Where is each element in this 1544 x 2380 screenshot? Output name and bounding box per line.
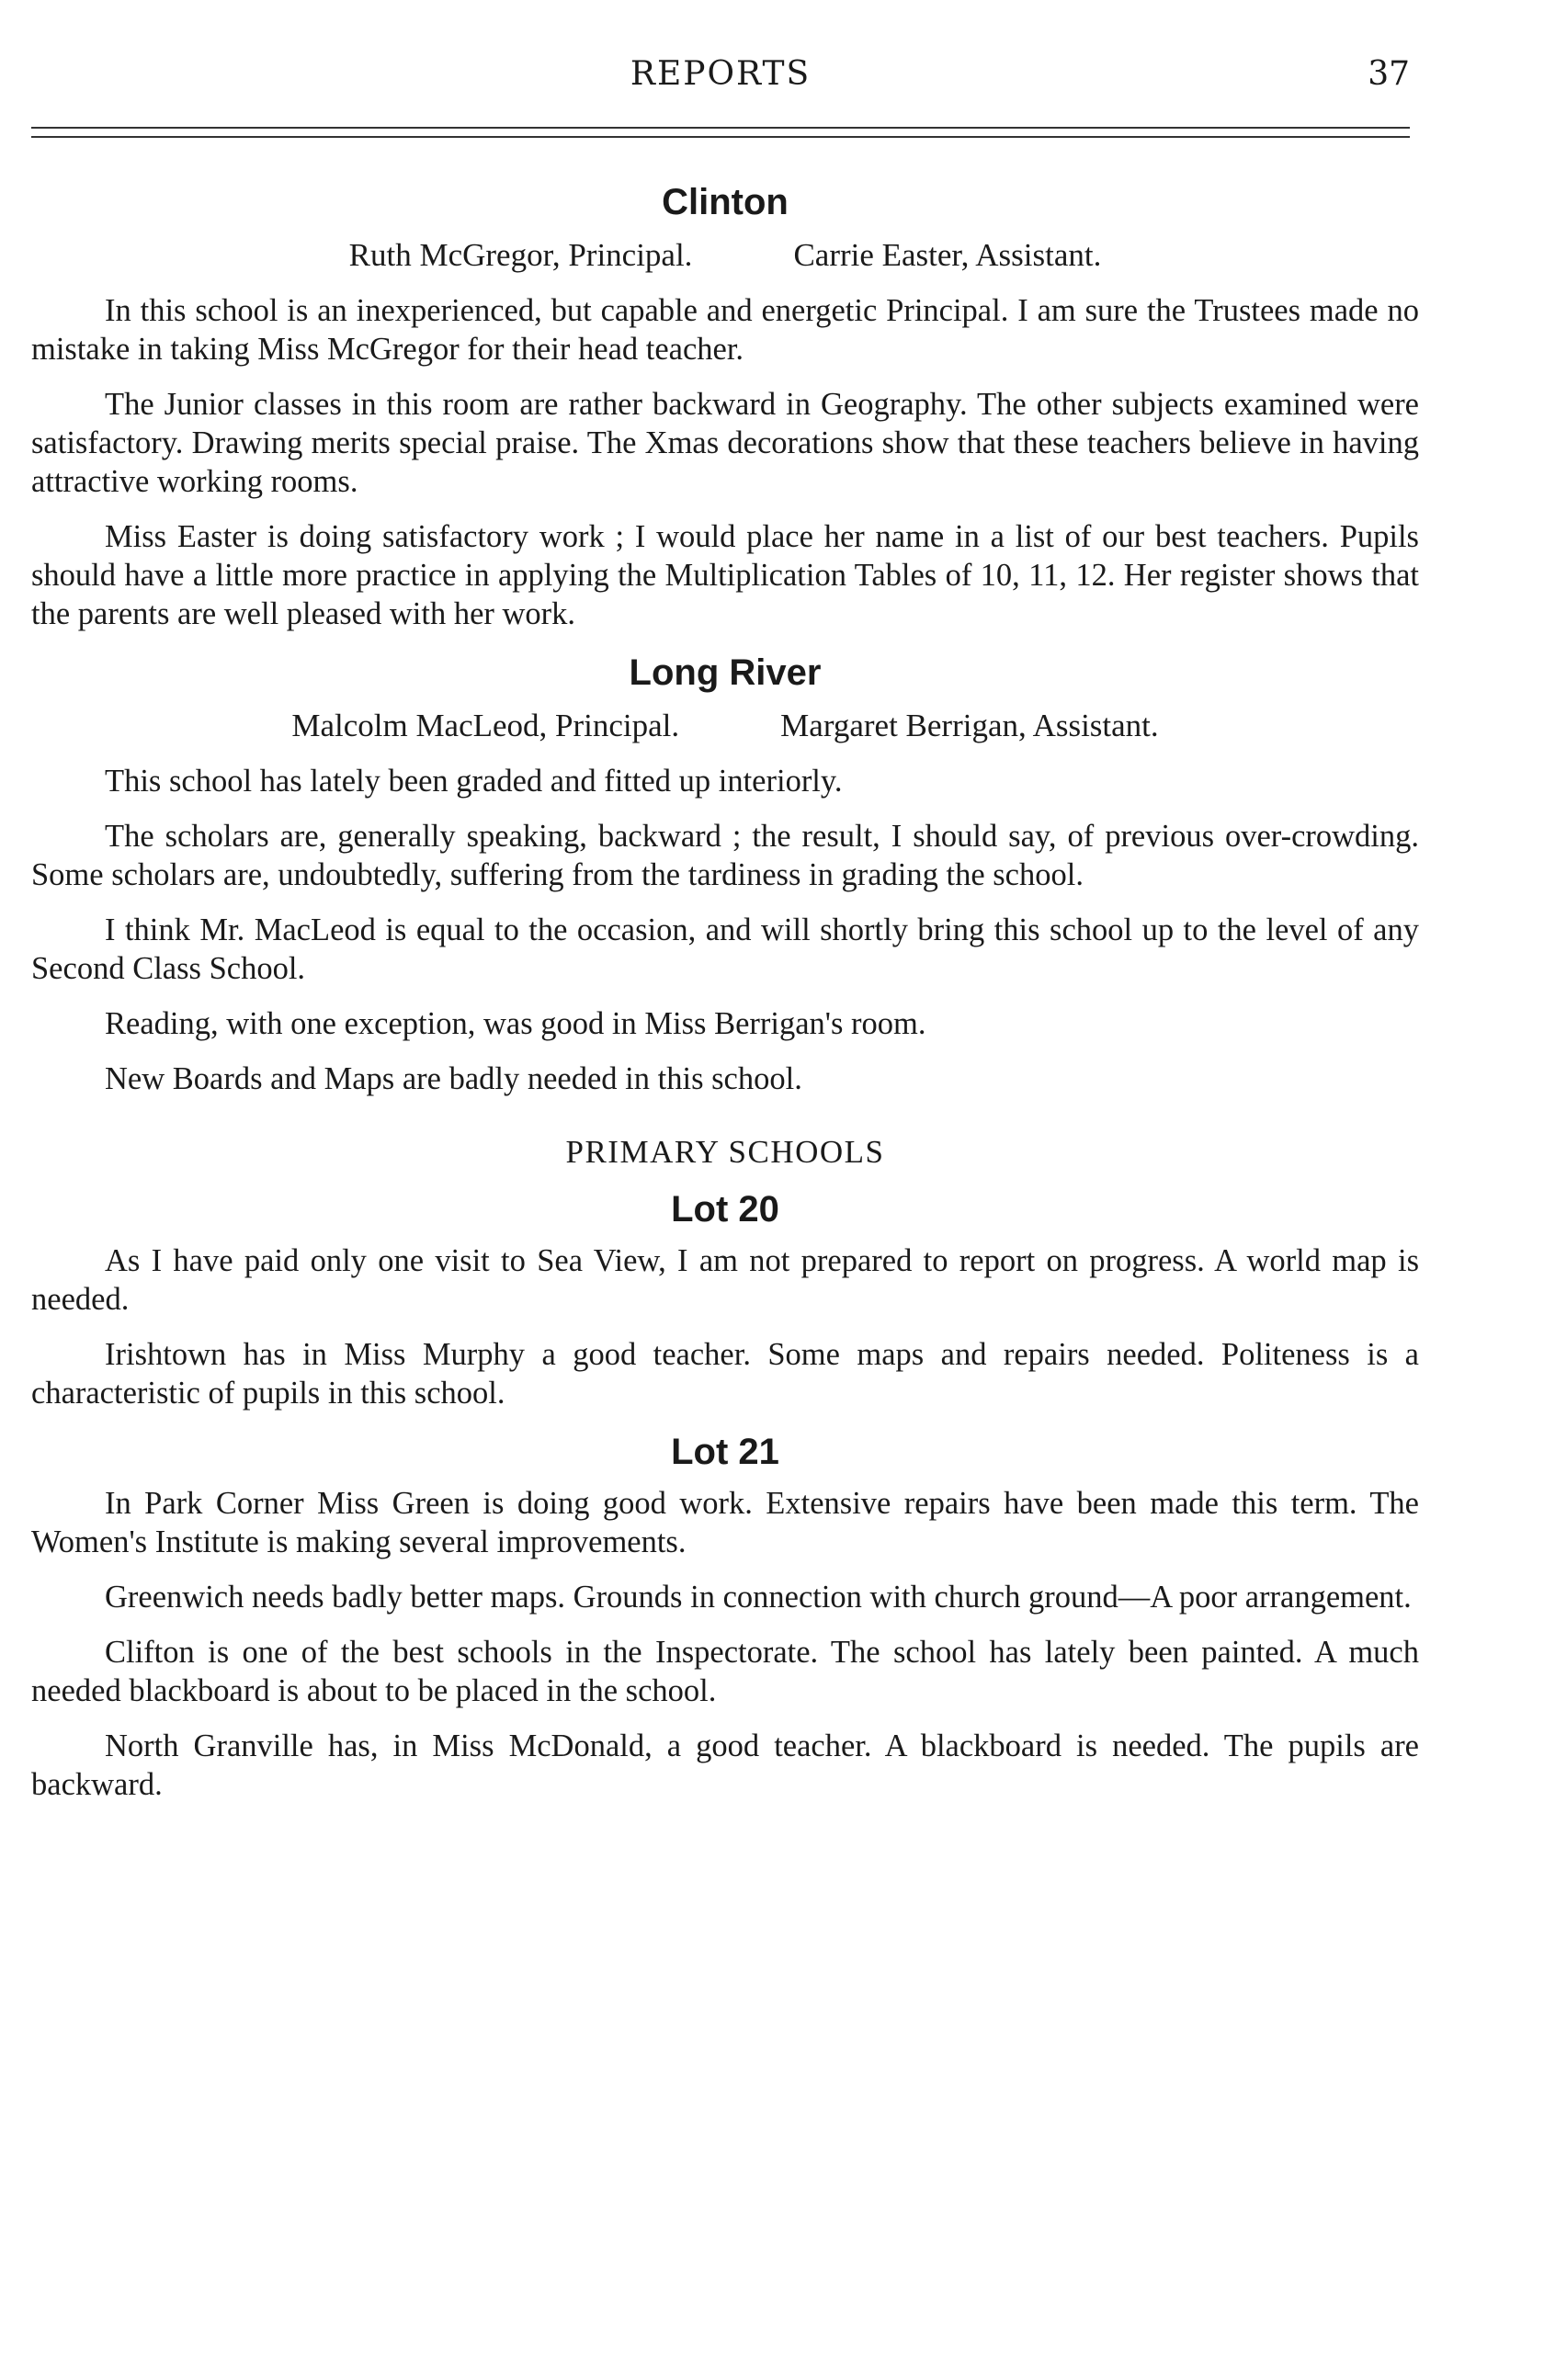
assistant-name: Margaret Berrigan, Assistant.	[780, 708, 1159, 743]
paragraph: Miss Easter is doing satisfactory work ; I would place her name in a list of our best teachers. Pupils should have a little more practice in applying the Multiplication Tables of 10, 11, 12. Her register shows that the parents are well pleased with her work.	[31, 519, 1419, 631]
section-heading-primary-schools: PRIMARY SCHOOLS	[565, 1134, 885, 1170]
paragraph: The Junior classes in this room are rather backward in Geography. The other subjects examined were satisfactory. Drawing merits special praise. The Xmas decorations show that these teachers believe in having attractive working rooms.	[31, 387, 1419, 499]
page-number: 37	[1368, 55, 1410, 93]
paragraph: In this school is an inexperienced, but capable and energetic Principal. I am sure the Trustees made no mistake in taking Miss McGregor for their head teacher.	[31, 293, 1419, 367]
paragraph: Reading, with one exception, was good in Miss Berrigan's room.	[105, 1006, 926, 1041]
heading-long-river: Long River	[629, 652, 822, 693]
paragraph: In Park Corner Miss Green is doing good work. Extensive repairs have been made this term. The Women's Institute is making several improvements.	[31, 1486, 1419, 1559]
heading-lot-21: Lot 21	[671, 1432, 779, 1472]
paragraph: Irishtown has in Miss Murphy a good teacher. Some maps and repairs needed. Politeness is a characteristic of pupils in this school.	[31, 1337, 1419, 1411]
paragraph: Clifton is one of the best schools in the Inspectorate. The school has lately been painted. A much needed blackboard is about to be placed in the school.	[31, 1635, 1419, 1708]
principal-name: Ruth McGregor, Principal.	[348, 237, 693, 273]
report-body	[31, 179, 1419, 1820]
paragraph: New Boards and Maps are badly needed in this school.	[105, 1061, 802, 1096]
header-rule-top	[31, 127, 1410, 129]
heading-clinton: Clinton	[662, 182, 789, 222]
paragraph: North Granville has, in Miss McDonald, a good teacher. A blackboard is needed. The pupils are backward.	[31, 1728, 1419, 1802]
paragraph: I think Mr. MacLeod is equal to the occasion, and will shortly bring this school up to the level of any Second Class School.	[31, 912, 1419, 986]
paragraph: This school has lately been graded and fitted up interiorly.	[105, 764, 843, 799]
principal-name: Malcolm MacLeod, Principal.	[291, 708, 680, 743]
paragraph: Greenwich needs badly better maps. Grounds in connection with church ground—A poor arrangement.	[105, 1580, 1412, 1615]
assistant-name: Carrie Easter, Assistant.	[793, 237, 1102, 273]
header-rule-bottom	[31, 136, 1410, 138]
staff-line-clinton	[31, 234, 1419, 277]
staff-line-long-river	[31, 705, 1419, 747]
paragraph: As I have paid only one visit to Sea View, I am not prepared to report on progress. A world map is needed.	[31, 1243, 1419, 1317]
paragraph: The scholars are, generally speaking, backward ; the result, I should say, of previous over-crowding. Some scholars are, undoubtedly, suffering from the tardiness in grading the school.	[31, 819, 1419, 892]
heading-lot-20: Lot 20	[671, 1189, 779, 1230]
header-title: REPORTS	[630, 55, 812, 93]
running-header	[31, 55, 1410, 101]
